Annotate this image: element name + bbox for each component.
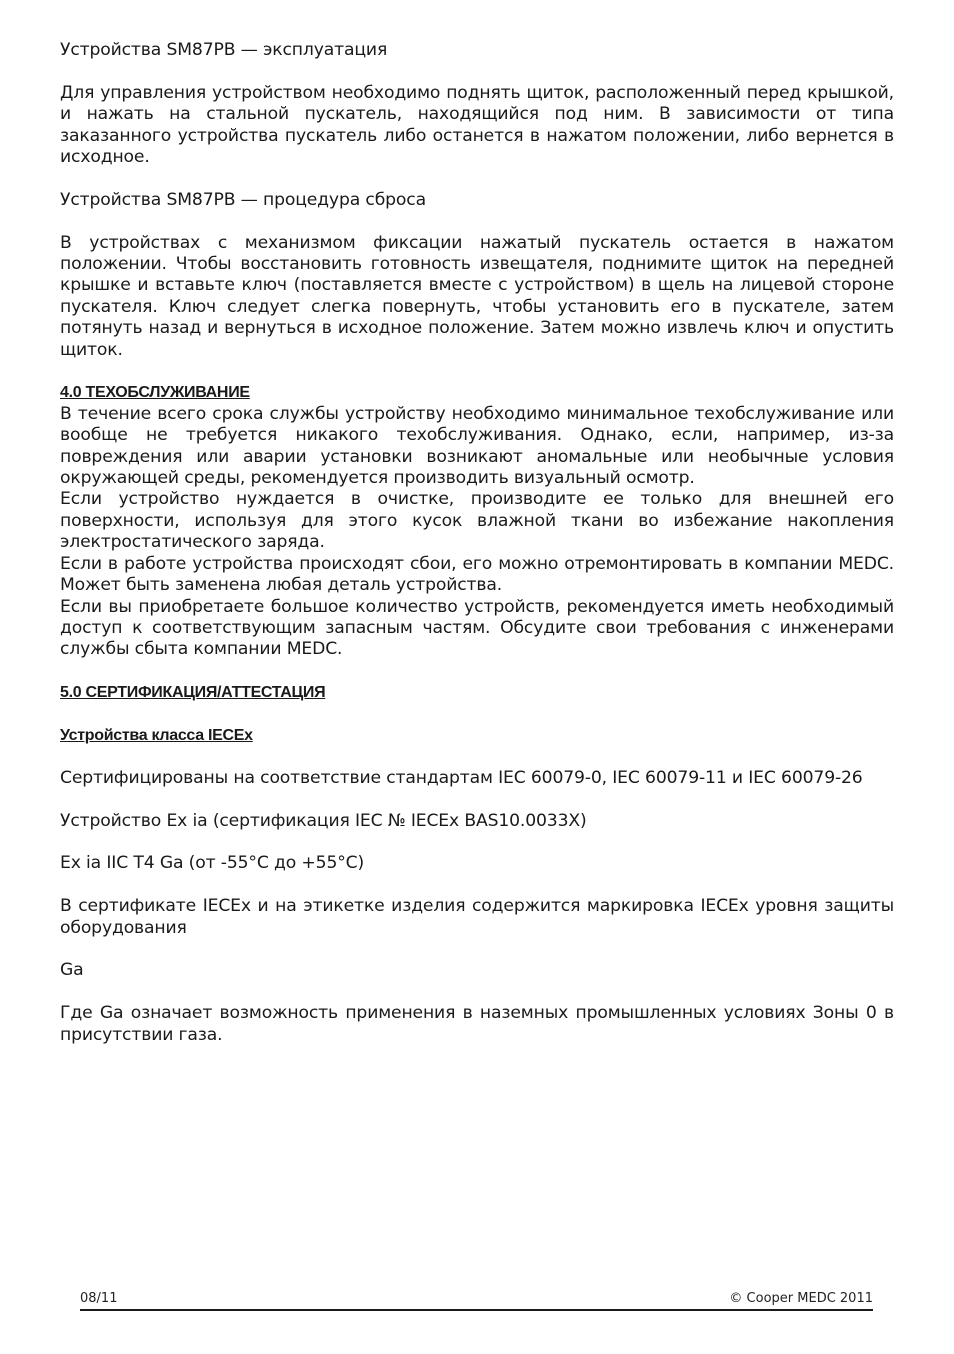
maintenance-paragraph-4: Если вы приобретаете большое количество устройств, рекомендуется иметь необходимый доступ к соответствующим запасным частям. Обсудите свои требования с инженерами службы сбыта компании MEDC. [60,596,894,660]
reset-paragraph: В устройствах с механизмом фиксации нажатый пускатель остается в нажатом положении. Чтобы восстановить готовность извещателя, поднимите щиток на передней крышке и вставьте ключ (поставляется вместе с устройством) в щель на лицевой стороне пускателя. Ключ следует слегка повернуть, чтобы установить его в пускателе, затем потянуть назад и вернуться в исходное положение. Затем можно извлечь ключ и опустить щиток. [60,232,894,360]
cert-standards: Сертифицированы на соответствие стандартам IEC 60079-0, IEC 60079-11 и IEC 60079-26 [60,767,863,788]
cert-epl: В сертификате IECEx и на этикетке изделия содержится маркировка IECEx уровня защиты оборудования [60,896,894,938]
maintenance-paragraph-1: В течение всего срока службы устройству необходимо минимальное техобслуживание или вообще не требуется никакого техобслуживания. Однако, если, например, из-за повреждения или аварии установки возникают аномальные или необычные условия окружающей среды, рекомендуется производить визуальный осмотр. [60,403,894,489]
maintenance-heading: 4.0 ТЕХОБСЛУЖИВАНИЕ [60,384,250,402]
maintenance-paragraph-2: Если устройство нуждается в очистке, производите ее только для внешней его поверхности, используя для этого кусок влажной ткани во избежание накопления электростатического заряда. [60,489,894,553]
cert-ga: Ga [60,960,84,981]
cert-marking: Ex ia IIC T4 Ga (от -55°C до +55°C) [60,853,365,874]
certification-heading: 5.0 СЕРТИФИКАЦИЯ/АТТЕСТАЦИЯ [60,684,326,702]
cert-number: Устройство Ex ia (сертификация IEC № IECEx BAS10.0033X) [60,810,587,831]
footer-copyright: © Cooper MEDC 2011 [729,1291,873,1306]
cert-ga-meaning: Где Ga означает возможность применения в наземных промышленных условиях Зоны 0 в присутствии газа. [60,1003,894,1045]
page-footer [80,1290,873,1311]
maintenance-paragraph-3: Если в работе устройства происходят сбои, его можно отремонтировать в компании MEDC. Может быть заменена любая деталь устройства. [60,553,894,596]
reset-title: Устройства SM87PB — процедура сброса [60,189,426,210]
iecex-heading: Устройства класса IECEx [60,726,253,744]
operation-paragraph: Для управления устройством необходимо поднять щиток, расположенный перед крышкой, и нажать на стальной пускатель, находящийся под ним. В зависимости от типа заказанного устройства пускатель либо останется в нажатом положении, либо вернется в исходное. [60,82,894,168]
document-page [60,40,894,1046]
footer-date: 08/11 [80,1291,118,1306]
operation-title: Устройства SM87PB — эксплуатация [60,40,388,60]
